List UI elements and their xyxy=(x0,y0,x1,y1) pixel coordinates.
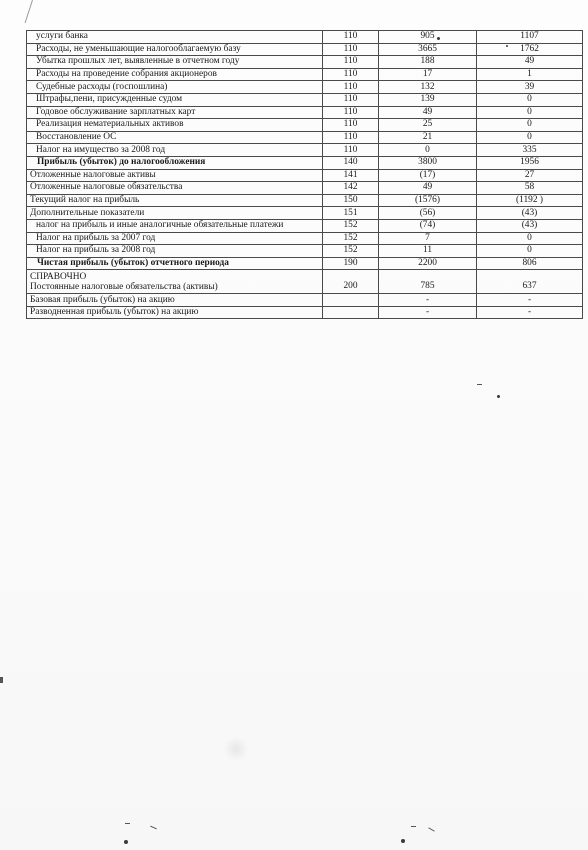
row-previous-value: 49 xyxy=(477,56,583,69)
table-row xyxy=(27,119,583,132)
table-row xyxy=(27,68,583,81)
row-code xyxy=(323,294,379,307)
row-label: Реализация нематериальных активов xyxy=(27,119,323,132)
row-current-value: (74) xyxy=(379,219,477,232)
row-code: 150 xyxy=(323,194,379,207)
scan-edge-mark xyxy=(0,677,3,683)
row-previous-value: 1956 xyxy=(477,156,583,169)
row-previous-value: 0 xyxy=(477,119,583,132)
row-code: 141 xyxy=(323,169,379,182)
row-label: Базовая прибыль (убыток) на акцию xyxy=(27,294,323,307)
row-label: Налог на прибыль за 2007 год xyxy=(27,232,323,245)
row-label: Разводненная прибыль (убыток) на акцию xyxy=(27,306,323,319)
financial-results-table xyxy=(26,30,583,319)
row-label: Убытка прошлых лет, выявленные в отчетном году xyxy=(27,56,323,69)
row-current-value: 17 xyxy=(379,68,477,81)
row-previous-value: 0 xyxy=(477,232,583,245)
table-row xyxy=(27,56,583,69)
row-previous-value: 58 xyxy=(477,182,583,195)
table-row xyxy=(27,219,583,232)
table-row xyxy=(27,257,583,270)
row-code: 142 xyxy=(323,182,379,195)
page-corner-mark xyxy=(25,0,47,27)
row-current-value: 905 xyxy=(379,31,477,44)
table-row xyxy=(27,43,583,56)
row-label: Налог на прибыль за 2008 год xyxy=(27,245,323,258)
row-previous-value: 39 xyxy=(477,81,583,94)
row-previous-value: 335 xyxy=(477,144,583,157)
row-previous-value: (43) xyxy=(477,207,583,220)
row-previous-value: 1107 xyxy=(477,31,583,44)
row-current-value: (56) xyxy=(379,207,477,220)
table-row xyxy=(27,131,583,144)
row-label: Отложенные налоговые обязательства xyxy=(27,182,323,195)
scan-speck xyxy=(437,37,440,40)
row-code: 190 xyxy=(323,257,379,270)
row-code: 110 xyxy=(323,144,379,157)
row-label: Расходы на проведение собрания акционеров xyxy=(27,68,323,81)
row-code: 110 xyxy=(323,81,379,94)
row-code: 110 xyxy=(323,31,379,44)
row-code xyxy=(323,306,379,319)
table-row xyxy=(27,232,583,245)
row-code: 152 xyxy=(323,245,379,258)
table-row xyxy=(27,106,583,119)
row-label: Чистая прибыль (убыток) отчетного периода xyxy=(27,257,323,270)
table-row xyxy=(27,93,583,106)
row-current-value: (17) xyxy=(379,169,477,182)
row-current-value: 139 xyxy=(379,93,477,106)
row-current-value: 0 xyxy=(379,144,477,157)
row-previous-value: 0 xyxy=(477,131,583,144)
row-label: Текущий налог на прибыль xyxy=(27,194,323,207)
row-code: 110 xyxy=(323,68,379,81)
reference-heading: СПРАВОЧНО xyxy=(30,271,87,282)
scan-mark xyxy=(477,384,482,385)
row-label: Прибыль (убыток) до налогообложения xyxy=(27,156,323,169)
row-current-value: (1576) xyxy=(379,194,477,207)
row-code: 140 xyxy=(323,156,379,169)
table-row xyxy=(27,194,583,207)
row-current-value: - xyxy=(379,294,477,307)
scan-speck xyxy=(497,395,500,398)
row-current-value: 188 xyxy=(379,56,477,69)
row-code: 151 xyxy=(323,207,379,220)
row-previous-value: - xyxy=(477,294,583,307)
scan-speck xyxy=(506,45,508,47)
row-previous-value: 637 xyxy=(477,270,583,294)
row-current-value: 49 xyxy=(379,182,477,195)
row-code: 110 xyxy=(323,93,379,106)
row-previous-value: 1762 xyxy=(477,43,583,56)
table-row xyxy=(27,156,583,169)
row-code: 152 xyxy=(323,232,379,245)
row-code: 110 xyxy=(323,106,379,119)
row-current-value: 132 xyxy=(379,81,477,94)
row-current-value: 785 xyxy=(379,270,477,294)
scan-mark xyxy=(150,826,157,830)
row-current-value: 49 xyxy=(379,106,477,119)
row-previous-value: 0 xyxy=(477,106,583,119)
row-label: Дополнительные показатели xyxy=(27,207,323,220)
table-row-reference xyxy=(27,270,583,294)
row-label: Отложенные налоговые активы xyxy=(27,169,323,182)
scan-smudge xyxy=(222,738,250,760)
row-previous-value: 27 xyxy=(477,169,583,182)
table-row xyxy=(27,306,583,319)
row-current-value: 11 xyxy=(379,245,477,258)
row-current-value: 3665 xyxy=(379,43,477,56)
scan-mark xyxy=(125,823,130,824)
table-row xyxy=(27,31,583,44)
row-previous-value: (1192 ) xyxy=(477,194,583,207)
row-current-value: 7 xyxy=(379,232,477,245)
row-current-value: 2200 xyxy=(379,257,477,270)
row-previous-value: 0 xyxy=(477,245,583,258)
table-row xyxy=(27,144,583,157)
row-previous-value: - xyxy=(477,306,583,319)
row-label: Налог на имущество за 2008 год xyxy=(27,144,323,157)
row-previous-value: (43) xyxy=(477,219,583,232)
row-label: Штрафы,пени, присужденные судом xyxy=(27,93,323,106)
row-label: Расходы, не уменьшающие налогооблагаемую базу xyxy=(27,43,323,56)
row-current-value: 25 xyxy=(379,119,477,132)
row-code: 110 xyxy=(323,56,379,69)
table-row xyxy=(27,182,583,195)
table-row xyxy=(27,207,583,220)
row-code: 110 xyxy=(323,43,379,56)
row-label: налог на прибыль и иные аналогичные обязательные платежи xyxy=(27,219,323,232)
row-code: 110 xyxy=(323,131,379,144)
table-row xyxy=(27,81,583,94)
row-current-value: - xyxy=(379,306,477,319)
reference-item: Постоянные налоговые обязательства (активы) xyxy=(30,281,218,292)
table-row xyxy=(27,294,583,307)
reference-label xyxy=(27,270,323,294)
scan-speck xyxy=(401,839,405,843)
row-label: Восстановление ОС xyxy=(27,131,323,144)
scan-mark xyxy=(411,826,416,827)
table-row xyxy=(27,245,583,258)
scan-mark xyxy=(428,827,435,831)
row-current-value: 3800 xyxy=(379,156,477,169)
row-previous-value: 0 xyxy=(477,93,583,106)
table-row xyxy=(27,169,583,182)
row-previous-value: 806 xyxy=(477,257,583,270)
row-code: 152 xyxy=(323,219,379,232)
row-code: 110 xyxy=(323,119,379,132)
table-body xyxy=(27,31,583,319)
row-code: 200 xyxy=(323,270,379,294)
row-label: услуги банка xyxy=(27,31,323,44)
scan-speck xyxy=(124,840,128,844)
row-previous-value: 1 xyxy=(477,68,583,81)
row-label: Судебные расходы (госпошлина) xyxy=(27,81,323,94)
row-label: Годовое обслуживание зарплатных карт xyxy=(27,106,323,119)
row-current-value: 21 xyxy=(379,131,477,144)
